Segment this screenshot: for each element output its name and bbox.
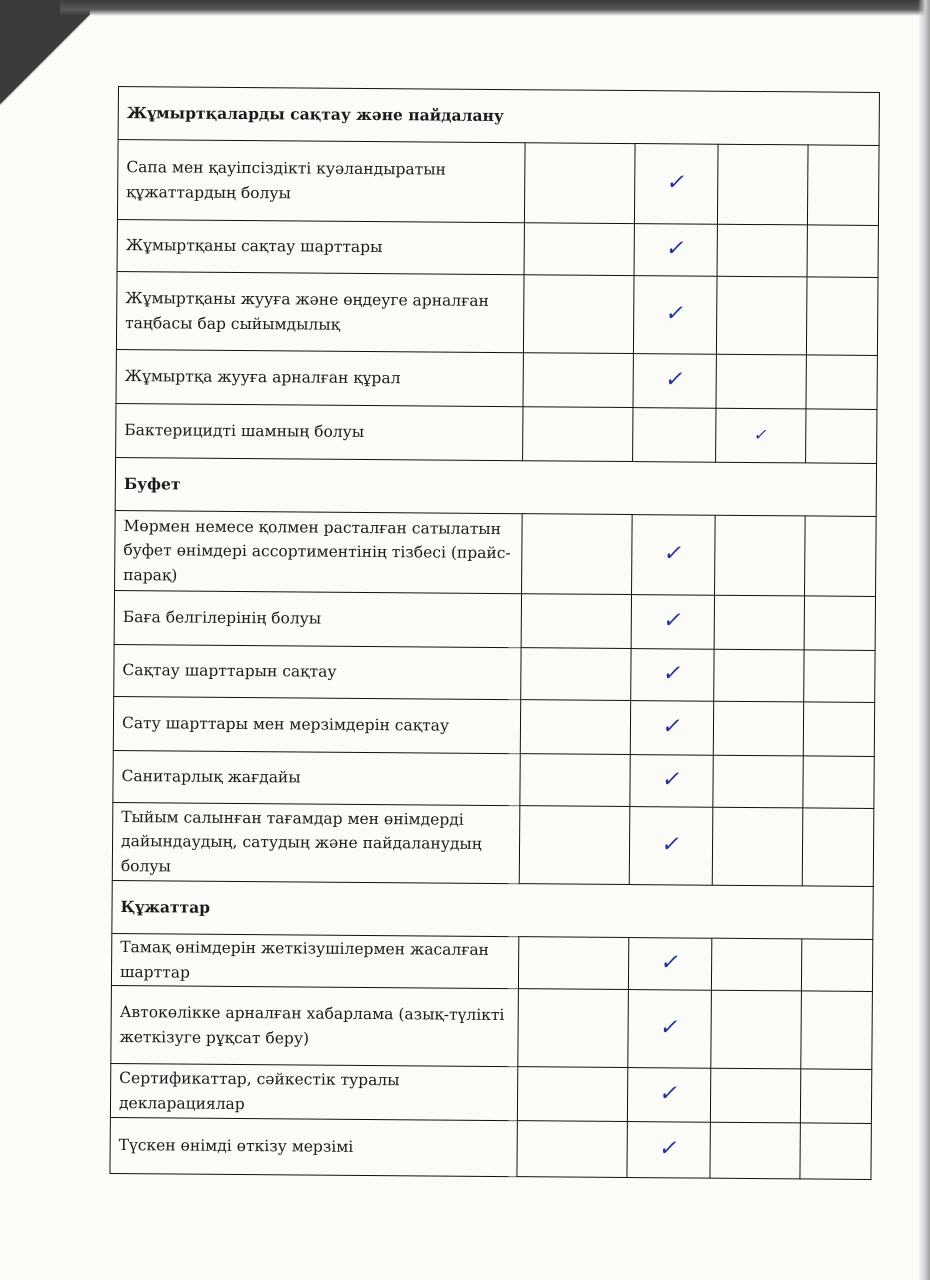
checkmark-cell (716, 276, 807, 355)
checklist-cell-empty (518, 989, 628, 1068)
checklist-row (117, 219, 878, 277)
handwritten-checkmark: ✓ (662, 367, 687, 393)
checklist-cell-empty (801, 1069, 872, 1124)
checklist-row (113, 750, 874, 808)
checkmark-cell (630, 701, 714, 756)
checklist-cell-empty (806, 409, 877, 464)
checklist-cell-empty (800, 1123, 871, 1180)
checklist-row (110, 1063, 871, 1123)
handwritten-checkmark: ✓ (663, 236, 688, 262)
checklist-item-label: Баға белгілерінің болуы (114, 590, 522, 647)
checkmark-cell (627, 1068, 711, 1123)
checklist-row (113, 696, 874, 756)
checklist-item-label: Тамақ өнімдерін жеткізушілермен жасалған шарттар (111, 933, 519, 988)
checklist-cell-empty (519, 937, 629, 990)
checkmark-cell (631, 595, 715, 650)
section-title: Буфет (115, 457, 876, 516)
checkmark-cell (717, 224, 808, 277)
handwritten-checkmark: ✓ (661, 541, 686, 567)
checklist-row (112, 802, 874, 886)
checkmark-cell (634, 144, 718, 225)
checklist-item-label: Бактерицидті шамның болуы (116, 403, 524, 460)
checklist-item-label: Сертификаттар, сәйкестік туралы декларациялар (110, 1063, 518, 1120)
handwritten-checkmark: ✓ (660, 714, 685, 740)
checklist-cell-empty (802, 939, 873, 992)
checklist-row (116, 403, 877, 463)
checklist-item-label: Тыйым салынған тағамдар мен өнімдерді дайындаудың, сатудың және пайдаланудың болуы (112, 802, 520, 883)
checkmark-cell (717, 144, 808, 225)
handwritten-checkmark: ✓ (752, 425, 770, 445)
checklist-cell-empty (521, 648, 631, 701)
checklist-item-label: Сапа мен қауіпсіздікті куәландыратын құжаттардың болуы (117, 140, 525, 223)
checklist-cell-empty (806, 355, 877, 410)
checklist-item-label: Мөрмен немесе қолмен расталған сатылатын буфет өнімдері ассортиментінің тізбесі (прайс-парақ) (115, 510, 523, 593)
checklist-row (114, 644, 875, 702)
checklist-item-label: Санитарлық жағдайы (113, 750, 521, 805)
handwritten-checkmark: ✓ (659, 767, 684, 793)
checkmark-cell (716, 354, 807, 409)
handwritten-checkmark: ✓ (664, 170, 689, 196)
checkmark-cell (633, 276, 717, 355)
checklist-row (116, 349, 877, 409)
checkmark-cell (714, 649, 805, 702)
checklist-cell-empty (524, 275, 634, 354)
checkmark-cell (711, 990, 802, 1069)
checklist-cell-empty (523, 407, 633, 462)
checklist-cell-empty (807, 277, 878, 356)
checkmark-cell (629, 807, 713, 886)
checkmark-cell (710, 1068, 801, 1123)
checkmark-cell (628, 938, 712, 991)
section-header-row (118, 87, 879, 146)
checklist-cell-empty (521, 594, 631, 649)
checkmark-cell (627, 1122, 711, 1179)
checkmark-cell (713, 755, 804, 808)
checkmark-cell (710, 1122, 801, 1179)
checklist-row (110, 1117, 871, 1179)
checklist-cell-empty (520, 754, 630, 807)
checkmark-cell (631, 515, 715, 596)
inspection-checklist-table (109, 86, 880, 1180)
section-header-row (115, 457, 876, 516)
checkmark-cell (634, 224, 718, 277)
checklist-cell-empty (803, 756, 874, 809)
checklist-item-label: Жұмыртқаны сақтау шарттары (117, 219, 525, 274)
page-top-edge (60, 0, 930, 16)
page-corner-shadow (0, 0, 90, 140)
checklist-item-label: Сақтау шарттарын сақтау (114, 644, 522, 699)
checklist-cell-empty (804, 650, 875, 703)
checklist-row (111, 985, 873, 1069)
checklist-cell-empty (523, 353, 633, 408)
checkmark-cell (712, 807, 803, 886)
checklist-cell-empty (524, 223, 634, 276)
page-right-edge (918, 0, 930, 1280)
section-title: Жұмыртқаларды сақтау және пайдалану (118, 87, 879, 146)
handwritten-checkmark: ✓ (657, 1015, 682, 1041)
handwritten-checkmark: ✓ (657, 1081, 682, 1107)
checklist-cell-empty (517, 1121, 627, 1178)
checkmark-cell (716, 408, 807, 463)
section-title: Құжаттар (112, 880, 873, 939)
checkmark-cell (632, 408, 716, 463)
checkmark-cell (631, 649, 715, 702)
handwritten-checkmark: ✓ (656, 1136, 681, 1162)
checklist-row (115, 510, 877, 596)
checklist-cell-empty (525, 143, 635, 224)
checklist-cell-empty (801, 991, 872, 1070)
handwritten-checkmark: ✓ (663, 301, 688, 327)
checklist-item-label: Түскен өнімді өткізу мерзімі (110, 1117, 518, 1176)
checkmark-cell (630, 755, 714, 808)
checklist-item-label: Автокөлікке арналған хабарлама (азық-түлікті жеткізуге рұқсат беру) (111, 985, 519, 1066)
handwritten-checkmark: ✓ (659, 832, 684, 858)
checklist-cell-empty (520, 806, 630, 885)
handwritten-checkmark: ✓ (660, 661, 685, 687)
checklist-item-label: Жұмыртқа жууға арналған құрал (116, 349, 524, 406)
checklist-row (116, 271, 878, 355)
section-header-row (112, 880, 873, 939)
checklist-cell-empty (802, 808, 873, 887)
checklist-cell-empty (522, 514, 632, 595)
checklist-cell-empty (804, 596, 875, 651)
checklist-row (117, 140, 879, 226)
checklist-row (111, 933, 872, 991)
checklist-cell-empty (804, 702, 875, 757)
checkmark-cell (713, 701, 804, 756)
checklist-item-label: Сату шарттары мен мерзімдерін сақтау (113, 696, 521, 753)
checkmark-cell (711, 938, 802, 991)
checklist-cell-empty (521, 700, 631, 755)
checkmark-cell (715, 515, 806, 596)
checkmark-cell (628, 990, 712, 1069)
checklist-cell-empty (805, 516, 876, 597)
checklist-cell-empty (518, 1067, 628, 1122)
checklist-row (114, 590, 875, 650)
checkmark-cell (714, 595, 805, 650)
checkmark-cell (633, 354, 717, 409)
handwritten-checkmark: ✓ (660, 608, 685, 634)
checklist-cell-empty (807, 225, 878, 278)
checklist-item-label: Жұмыртқаны жууға және өңдеуге арналған таңбасы бар сыйымдылық (116, 271, 524, 352)
handwritten-checkmark: ✓ (658, 950, 683, 976)
checklist-cell-empty (808, 145, 879, 226)
